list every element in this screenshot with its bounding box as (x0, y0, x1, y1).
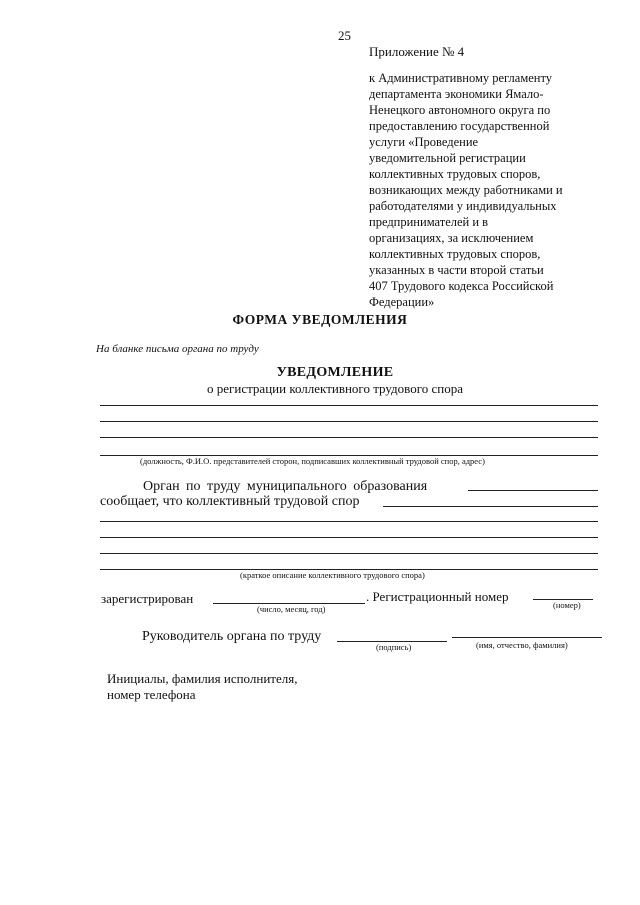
executor-line: Инициалы, фамилия исполнителя, (107, 671, 298, 686)
approval-line: возникающих между работниками и (369, 183, 563, 197)
approval-line: Ненецкого автономного округа по (369, 103, 551, 117)
date-hint: (число, месяц, год) (257, 604, 326, 614)
approval-line: организациях, за исключением (369, 231, 534, 245)
notice-subtitle: о регистрации коллективного трудового спора (207, 381, 463, 396)
dispute-field[interactable] (100, 553, 598, 554)
body-line-1: Орган по труду муниципального образования (143, 479, 428, 494)
approval-line: 407 Трудового кодекса Российской (369, 279, 554, 293)
registered-label: зарегистрирован (101, 591, 194, 606)
approval-line: департамента экономики Ямало- (369, 87, 544, 101)
approval-block (369, 70, 609, 310)
approval-line: к Административному регламенту (369, 71, 553, 85)
addressee-hint: (должность, Ф.И.О. представителей сторон, подписавших коллективный трудовой спор, адрес) (140, 456, 485, 466)
approval-line: коллективных трудовых споров, (369, 247, 541, 261)
notice-title: УВЕДОМЛЕНИЕ (276, 365, 394, 380)
approval-line: уведомительной регистрации (369, 151, 526, 165)
executor-block (107, 671, 297, 703)
name-field[interactable] (452, 637, 602, 638)
approval-line: предоставлению государственной (369, 119, 550, 133)
approval-line: коллективных трудовых споров, (369, 167, 541, 181)
approval-line: Федерации» (369, 295, 435, 309)
dispute-hint: (краткое описание коллективного трудового спора) (240, 570, 425, 580)
municipality-field[interactable] (468, 490, 598, 491)
dispute-field[interactable] (100, 537, 598, 538)
form-title: ФОРМА УВЕДОМЛЕНИЯ (232, 312, 408, 327)
head-signature-label: Руководитель органа по труду (142, 629, 322, 644)
number-hint: (номер) (553, 600, 581, 610)
dispute-field[interactable] (383, 506, 598, 507)
approval-line: указанных в части второй статьи (369, 263, 544, 277)
signature-hint: (подпись) (376, 642, 412, 652)
approval-line: предпринимателей и в (369, 215, 489, 229)
approval-line: работодателями у индивидуальных (369, 199, 557, 213)
page-number: 25 (338, 28, 351, 43)
dispute-field[interactable] (100, 521, 598, 522)
executor-line: номер телефона (107, 687, 196, 702)
body-line-2: сообщает, что коллективный трудовой спор (100, 494, 360, 509)
addressee-field[interactable] (100, 437, 598, 438)
addressee-field[interactable] (100, 421, 598, 422)
reg-number-label: . Регистрационный номер (366, 589, 509, 604)
approval-line: услуги «Проведение (369, 135, 479, 149)
letterhead-note: На бланке письма органа по труду (96, 343, 259, 355)
appendix-label: Приложение № 4 (369, 44, 465, 59)
addressee-field[interactable] (100, 405, 598, 406)
name-hint: (имя, отчество, фамилия) (476, 640, 568, 650)
